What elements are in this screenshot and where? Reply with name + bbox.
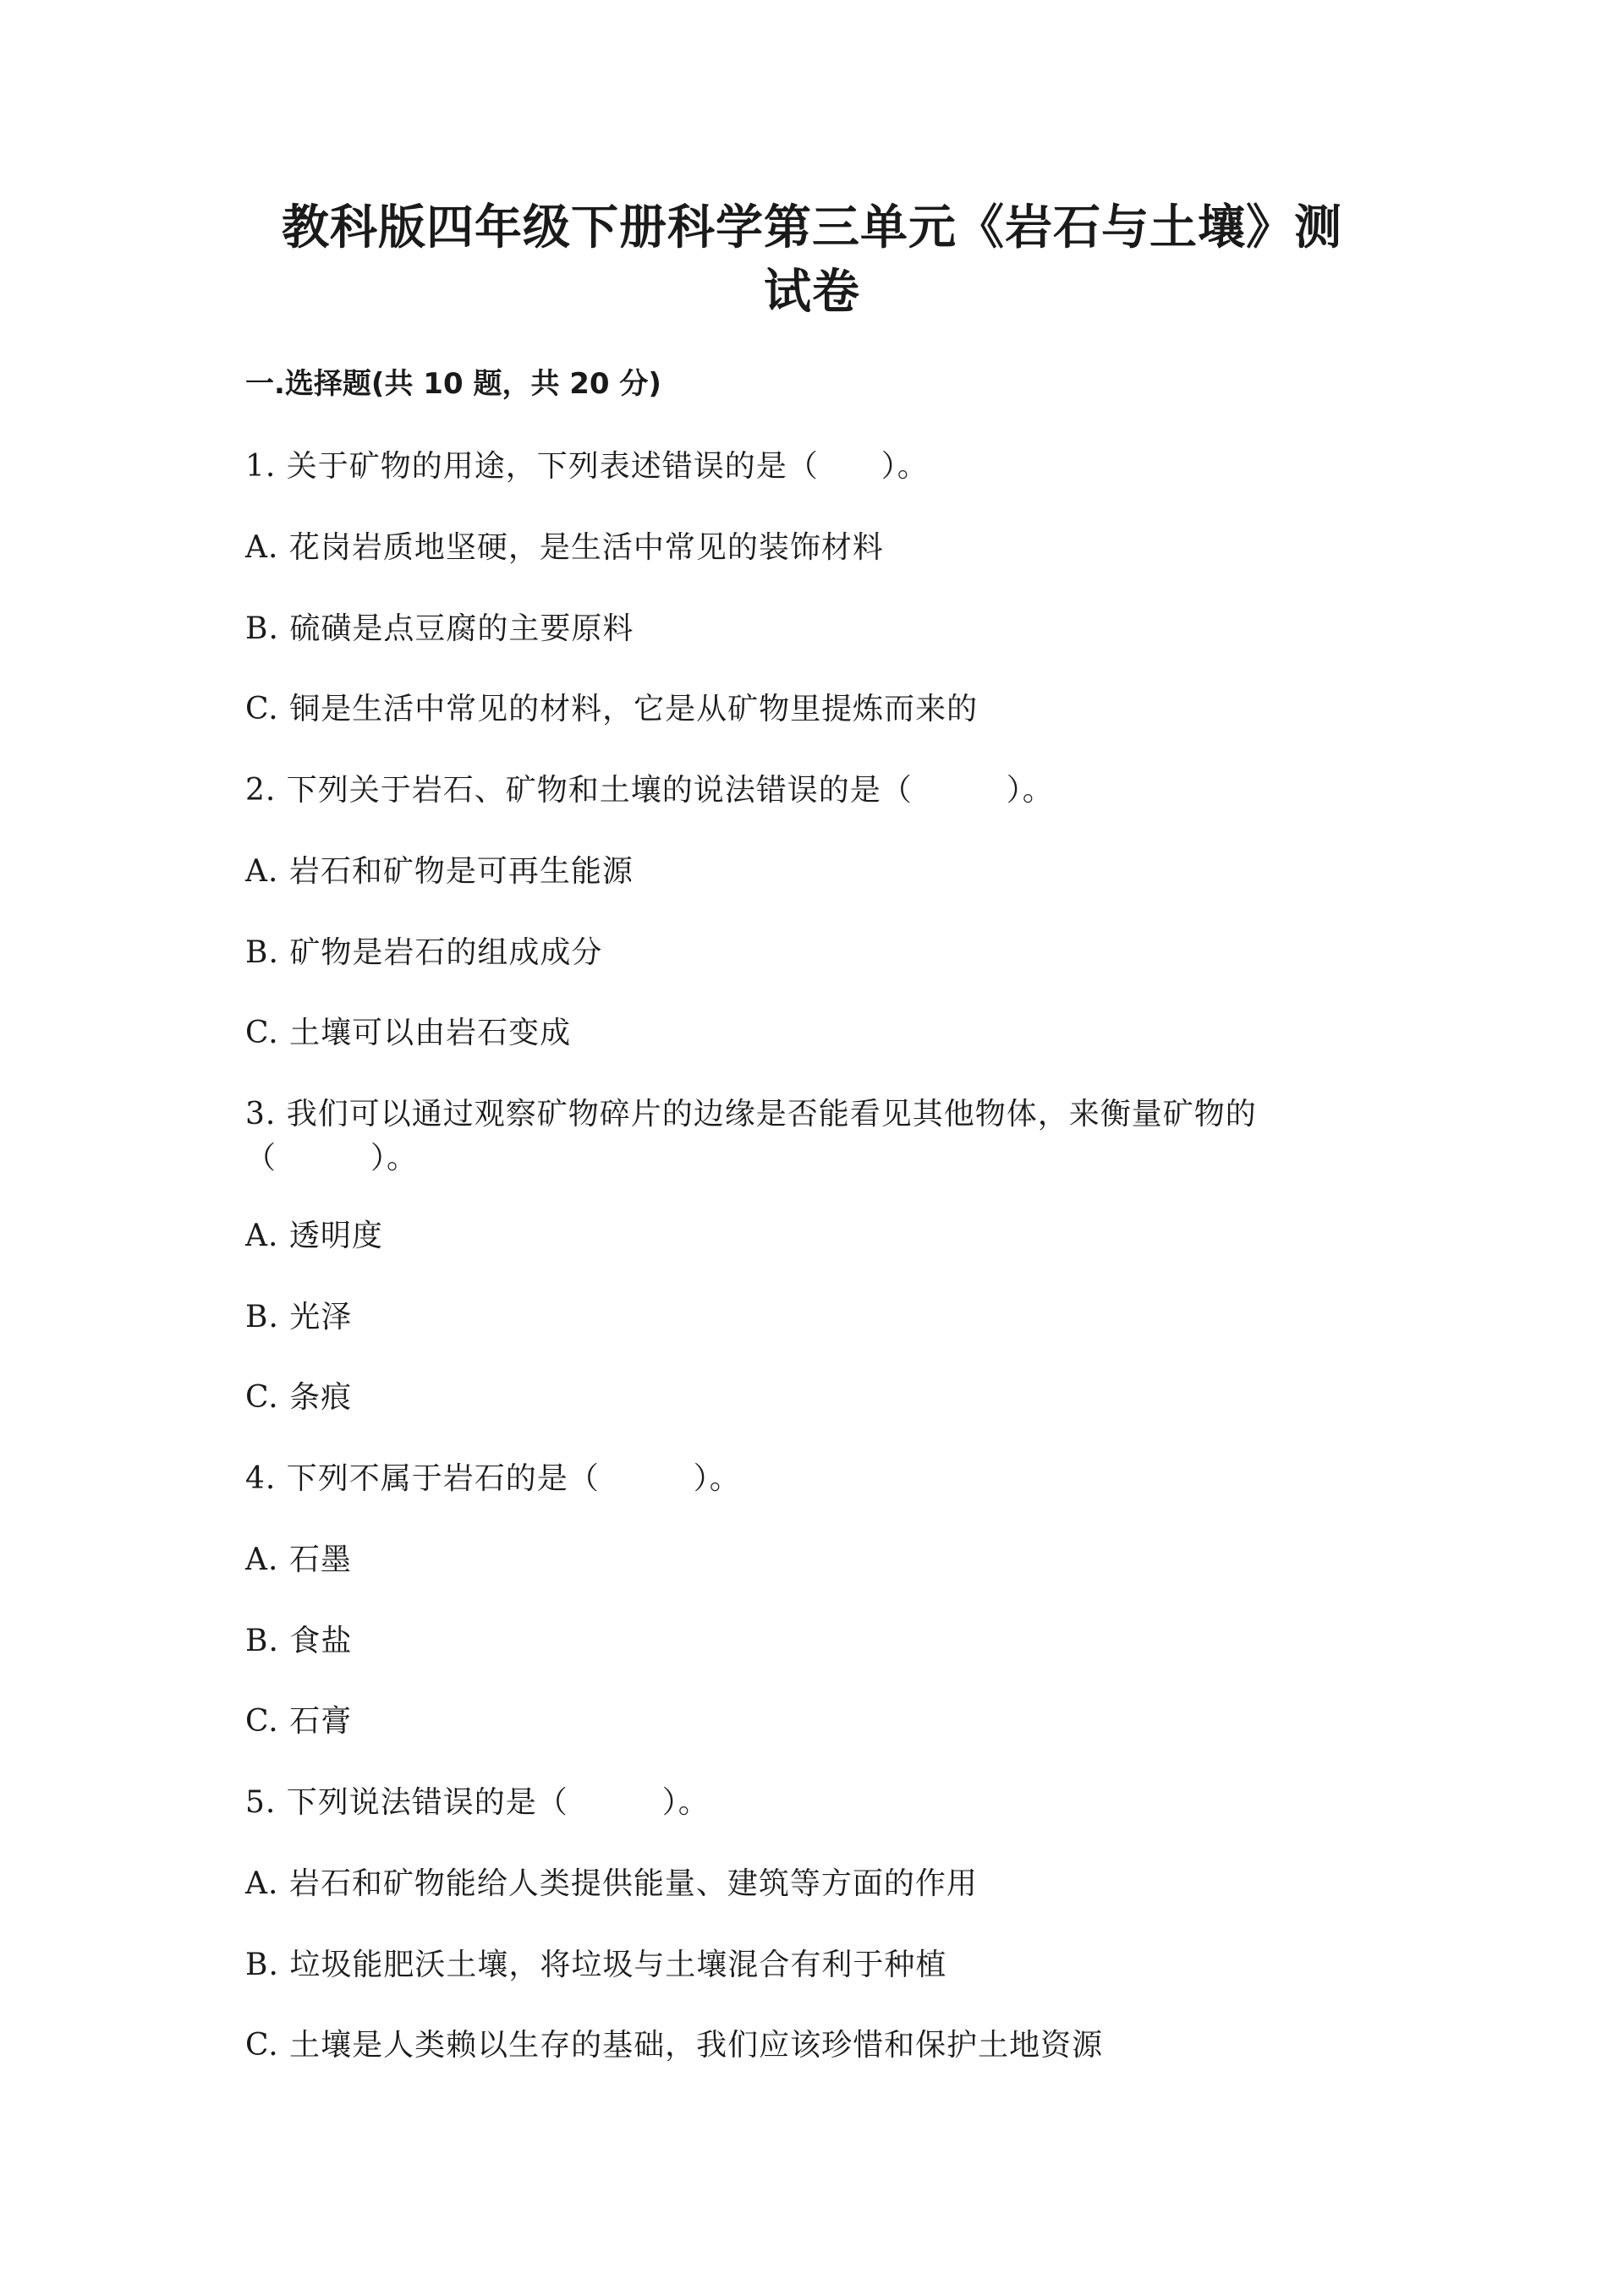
- question-1-option-c: C. 铜是生活中常见的材料，它是从矿物里提炼而来的: [245, 692, 979, 726]
- question-4-option-a: A. 石墨: [245, 1543, 352, 1577]
- question-2-option-c: C. 土壤可以由岩石变成: [245, 1016, 572, 1050]
- question-2-option-a: A. 岩石和矿物是可再生能源: [245, 854, 634, 889]
- question-2-option-b: B. 矿物是岩石的组成成分: [245, 935, 603, 970]
- question-4-option-c: C. 石膏: [245, 1704, 353, 1739]
- question-3-option-b: B. 光泽: [245, 1300, 353, 1334]
- page-title: [245, 196, 1379, 325]
- title-line-1: 教科版四年级下册科学第三单元《岩石与土壤》测: [282, 200, 1342, 255]
- question-1-stem: 1. 关于矿物的用途，下列表述错误的是（ ）。: [245, 449, 929, 484]
- title-line-2: 试卷: [764, 265, 860, 320]
- question-5-stem: 5. 下列说法错误的是（ ）。: [245, 1785, 710, 1820]
- question-1-option-a: A. 花岗岩质地坚硬，是生活中常见的装饰材料: [245, 530, 884, 565]
- question-1-option-b: B. 硫磺是点豆腐的主要原料: [245, 611, 634, 646]
- question-5-option-a: A. 岩石和矿物能给人类提供能量、建筑等方面的作用: [245, 1866, 978, 1901]
- question-3-option-a: A. 透明度: [245, 1219, 383, 1253]
- question-3-stem-continued: （ ）。: [245, 1141, 419, 1175]
- question-5-option-b: B. 垃圾能肥沃土壤，将垃圾与土壤混合有利于种植: [245, 1948, 947, 1982]
- question-4-option-b: B. 食盐: [245, 1624, 353, 1658]
- section-heading: 一.选择题(共 10 题，共 20 分): [245, 367, 661, 401]
- question-2-stem: 2. 下列关于岩石、矿物和土壤的说法错误的是（ ）。: [245, 773, 1054, 808]
- question-5-option-c: C. 土壤是人类赖以生存的基础，我们应该珍惜和保护土地资源: [245, 2028, 1104, 2063]
- question-3-option-c: C. 条痕: [245, 1380, 353, 1415]
- question-3-stem: 3. 我们可以通过观察矿物碎片的边缘是否能看见其他物体，来衡量矿物的: [245, 1097, 1257, 1132]
- question-4-stem: 4. 下列不属于岩石的是（ ）。: [245, 1461, 741, 1496]
